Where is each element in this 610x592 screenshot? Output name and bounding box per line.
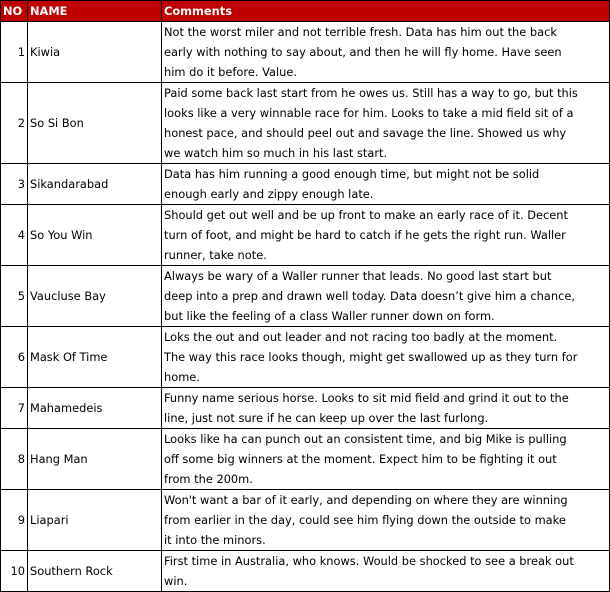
horse-comment: [162, 388, 610, 429]
header-name: NAME: [28, 1, 162, 22]
horse-name: So You Win: [28, 205, 162, 266]
comment-line: but like the feeling of a class Waller runner down on form.: [164, 309, 495, 323]
horse-number: 6: [1, 327, 28, 388]
horse-comment: [162, 490, 610, 551]
horse-number: 8: [1, 429, 28, 490]
header-no: NO: [1, 1, 28, 22]
horse-comment: [162, 551, 610, 592]
horse-number: 5: [1, 266, 28, 327]
comment-line: it into the minors.: [164, 533, 266, 547]
comment-line: Not the worst miler and not terrible fresh. Data has him out the back: [164, 25, 557, 39]
horse-comment: [162, 164, 610, 205]
horse-comment: [162, 22, 610, 83]
table-row: [1, 205, 610, 266]
comment-line: runner, take note.: [164, 248, 267, 262]
comment-line: Funny name serious horse. Looks to sit mid field and grind it out to the: [164, 391, 569, 405]
horse-name: Liapari: [28, 490, 162, 551]
horse-comment: [162, 205, 610, 266]
comment-line: The way this race looks though, might get swallowed up as they turn for: [164, 350, 578, 364]
table-row: [1, 83, 610, 164]
header-row: [1, 1, 610, 22]
comment-line: deep into a prep and drawn well today. Data doesn’t give him a chance,: [164, 289, 575, 303]
comment-line: win.: [164, 574, 188, 588]
header-comments: Comments: [162, 1, 610, 22]
horse-number: 4: [1, 205, 28, 266]
horse-name: Mask Of Time: [28, 327, 162, 388]
comment-line: we watch him so much in his last start.: [164, 146, 388, 160]
table-row: [1, 327, 610, 388]
horse-number: 3: [1, 164, 28, 205]
horse-comment: [162, 327, 610, 388]
horse-comment: [162, 266, 610, 327]
horse-name: So Si Bon: [28, 83, 162, 164]
horse-comment: [162, 429, 610, 490]
comment-line: Always be wary of a Waller runner that leads. No good last start but: [164, 269, 552, 283]
horse-name: Southern Rock: [28, 551, 162, 592]
horse-name: Vaucluse Bay: [28, 266, 162, 327]
horse-number: 2: [1, 83, 28, 164]
table-row: [1, 22, 610, 83]
horse-number: 1: [1, 22, 28, 83]
comment-line: Data has him running a good enough time, but might not be solid: [164, 167, 540, 181]
table-row: [1, 551, 610, 592]
table-row: [1, 490, 610, 551]
comment-line: home.: [164, 370, 200, 384]
horse-name: Sikandarabad: [28, 164, 162, 205]
horse-number: 7: [1, 388, 28, 429]
table-row: [1, 266, 610, 327]
horse-name: Mahamedeis: [28, 388, 162, 429]
horse-name: Kiwia: [28, 22, 162, 83]
table-row: [1, 388, 610, 429]
horse-number: 9: [1, 490, 28, 551]
horse-name: Hang Man: [28, 429, 162, 490]
comment-line: Looks like ha can punch out an consistent time, and big Mike is pulling: [164, 432, 567, 446]
comment-line: from the 200m.: [164, 472, 253, 486]
comment-line: First time in Australia, who knows. Would be shocked to see a break out: [164, 554, 574, 568]
comment-line: Loks the out and out leader and not racing too badly at the moment.: [164, 330, 558, 344]
comment-line: off some big winners at the moment. Expect him to be fighting it out: [164, 452, 557, 466]
comment-line: looks like a very winnable race for him. Looks to take a mid field sit of a: [164, 106, 574, 120]
comment-line: Won't want a bar of it early, and depending on where they are winning: [164, 493, 568, 507]
table-row: [1, 429, 610, 490]
horse-number: 10: [1, 551, 28, 592]
comment-line: honest pace, and should peel out and savage the line. Showed us why: [164, 126, 567, 140]
comment-line: line, just not sure if he can keep up over the last furlong.: [164, 411, 489, 425]
comment-line: Paid some back last start from he owes us. Still has a way to go, but this: [164, 86, 578, 100]
comment-line: early with nothing to say about, and then he will fly home. Have seen: [164, 45, 562, 59]
comment-line: turn of foot, and might be hard to catch if he gets the right run. Waller: [164, 228, 566, 242]
table-body: [1, 22, 610, 592]
comment-line: enough early and zippy enough late.: [164, 187, 374, 201]
table-row: [1, 164, 610, 205]
comment-line: Should get out well and be up front to make an early race of it. Decent: [164, 208, 568, 222]
horse-comment: [162, 83, 610, 164]
table-header: [1, 1, 610, 22]
comment-line: him do it before. Value.: [164, 65, 297, 79]
comment-line: from earlier in the day, could see him flying down the outside to make: [164, 513, 566, 527]
